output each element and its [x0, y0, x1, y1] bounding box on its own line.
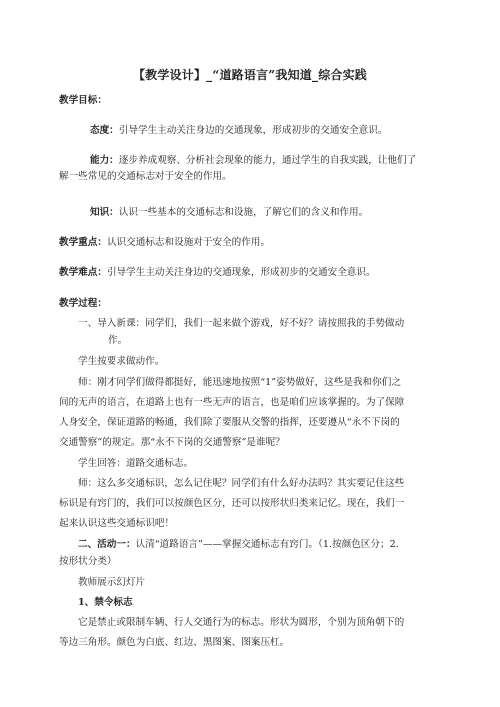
- attitude-label: 态度：: [90, 125, 119, 136]
- goal-ability: [90, 155, 480, 167]
- prohibition-line-1: 它是禁止或限制车辆、行人交通行为的标志。形状为圆形，个别为顶角朝下的: [78, 617, 405, 628]
- key-text: 认识交通标志和设施对于安全的作用。: [106, 237, 271, 248]
- intro-line-1: 一、导入新课：同学们，我们一起来做个游戏，好不好？请按照我的手势做动: [78, 318, 405, 329]
- ability-label: 能力：: [90, 155, 119, 166]
- difficult-text: 引导学生主动关注身边的交通现象，形成初步的交通安全意识。: [106, 267, 376, 278]
- teacher2-line-3: 起来认识这些交通标识吧！: [59, 518, 175, 529]
- attitude-text: 引导学生主动关注身边的交通现象，形成初步的交通安全意识。: [118, 125, 388, 136]
- process-heading: 教学过程：: [59, 298, 107, 309]
- knowledge-label: 知识：: [90, 207, 119, 218]
- activity-text-2: 按形状分类）: [59, 556, 117, 567]
- difficult-label: 教学难点：: [59, 267, 107, 278]
- knowledge-text: 认识一些基本的交通标志和设施，了解它们的含义和作用。: [118, 207, 369, 218]
- student-answer: 学生回答：道路交通标志。: [78, 458, 194, 469]
- goal-attitude: [90, 125, 480, 137]
- goals-heading: 教学目标：: [59, 95, 107, 106]
- ability-text-1: 逐步养成观察、分析社会现象的能力，通过学生的自我实践，让他们了: [118, 155, 417, 166]
- activity-label: 二、活动一：: [78, 539, 136, 550]
- activity-text-1: 认清“道路语言”——掌握交通标志有窍门。（1.按颜色区分；2.: [135, 539, 399, 550]
- difficult-point: [59, 267, 449, 279]
- student-action: 学生按要求做动作。: [78, 356, 165, 367]
- teacher-line-3: 人身安全，保证道路的畅通，我们除了要服从交警的指挥，还要遵从“永不下岗的: [59, 417, 400, 428]
- teacher2-line-1: 师：这么多交通标识，怎么记住呢？同学们有什么好办法吗？其实要记住这些: [78, 478, 405, 489]
- prohibition-line-2: 等边三角形。颜色为白底、红边、黑图案、图案压杠。: [59, 637, 290, 648]
- teacher2-line-2: 标识是有窍门的，我们可以按颜色区分，还可以按形状归类来记忆。现在，我们一: [59, 498, 405, 509]
- teacher-line-4: 交通警察”的规定。那“永不下岗的交通警察”是谁呢？: [59, 437, 285, 448]
- key-label: 教学重点：: [59, 237, 107, 248]
- slide-note: 教师展示幻灯片: [78, 577, 146, 588]
- teacher-line-2: 间的无声的语言，在道路上也有一些无声的语言，也是咱们应该掌握的。为了保障: [59, 397, 405, 408]
- teacher-line-1: 师：刚才同学们做得都挺好，能迅速地按照“1”姿势做好，这些是我和你们之: [78, 377, 401, 388]
- intro-line-2: 作。: [108, 335, 128, 346]
- section-prohibition: 1、禁令标志: [78, 597, 133, 608]
- ability-text-2: 解一些常见的交通标志对于安全的作用。: [59, 171, 232, 182]
- goal-knowledge: [90, 207, 480, 219]
- document-title: 【教学设计】_“道路语言”我知道_综合实践: [132, 68, 367, 82]
- activity-one: [78, 539, 450, 551]
- key-point: [59, 237, 449, 249]
